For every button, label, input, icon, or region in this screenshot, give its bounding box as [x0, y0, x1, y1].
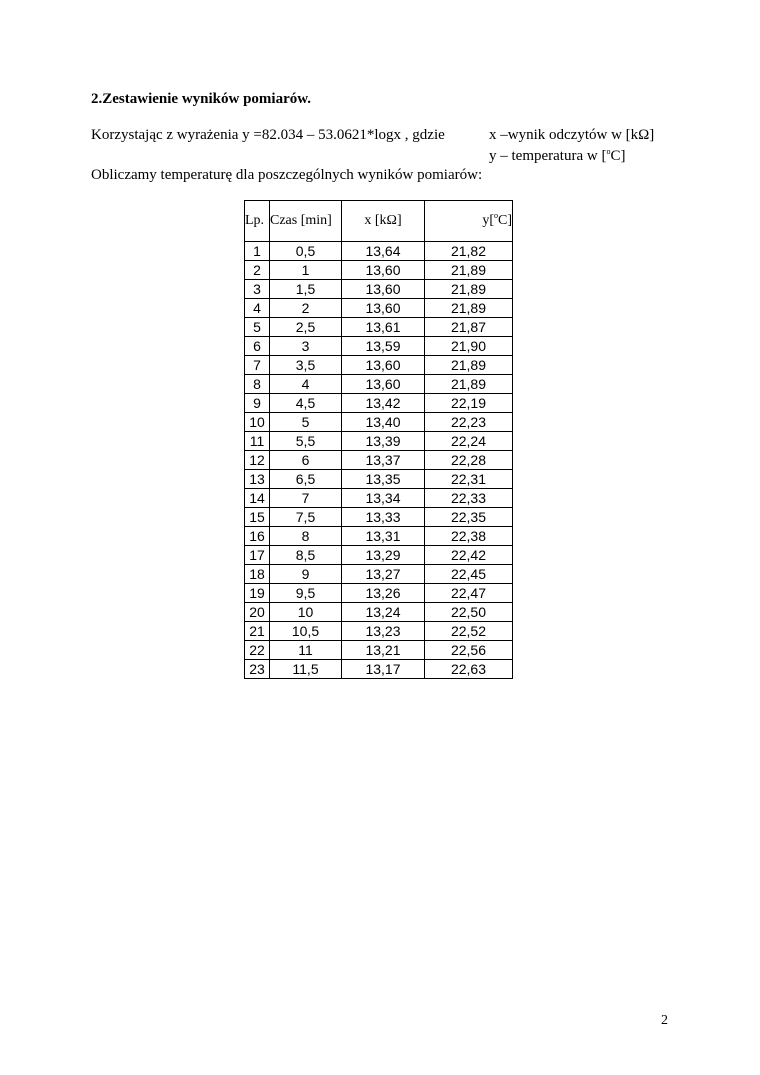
- cell-y: 22,42: [425, 546, 513, 565]
- table-row: [245, 413, 513, 432]
- cell-y: 21,82: [425, 242, 513, 261]
- cell-y: 22,45: [425, 565, 513, 584]
- cell-x: 13,60: [342, 280, 425, 299]
- page-number: 2: [661, 1013, 668, 1028]
- cell-lp: 21: [245, 622, 270, 641]
- cell-time: 11,5: [270, 660, 342, 679]
- cell-x: 13,40: [342, 413, 425, 432]
- cell-time: 4,5: [270, 394, 342, 413]
- cell-time: 9,5: [270, 584, 342, 603]
- header-y-prefix: y[: [482, 213, 494, 228]
- cell-y: 22,52: [425, 622, 513, 641]
- cell-lp: 20: [245, 603, 270, 622]
- header-y: [425, 201, 513, 242]
- cell-lp: 17: [245, 546, 270, 565]
- cell-lp: 15: [245, 508, 270, 527]
- cell-x: 13,61: [342, 318, 425, 337]
- cell-lp: 4: [245, 299, 270, 318]
- table-row: [245, 641, 513, 660]
- header-time: Czas [min]: [270, 201, 342, 242]
- table-row: [245, 660, 513, 679]
- cell-x: 13,27: [342, 565, 425, 584]
- cell-x: 13,34: [342, 489, 425, 508]
- cell-x: 13,59: [342, 337, 425, 356]
- table-row: [245, 318, 513, 337]
- cell-lp: 6: [245, 337, 270, 356]
- cell-time: 11: [270, 641, 342, 660]
- table-row: [245, 470, 513, 489]
- table-header-row: [245, 201, 513, 242]
- cell-y: 21,87: [425, 318, 513, 337]
- cell-y: 22,19: [425, 394, 513, 413]
- cell-x: 13,24: [342, 603, 425, 622]
- cell-x: 13,33: [342, 508, 425, 527]
- header-lp: Lp.: [245, 201, 270, 242]
- table-row: [245, 508, 513, 527]
- cell-lp: 16: [245, 527, 270, 546]
- cell-lp: 23: [245, 660, 270, 679]
- cell-lp: 8: [245, 375, 270, 394]
- degree-symbol: o: [606, 147, 611, 156]
- header-y-suffix: C]: [498, 213, 512, 228]
- table-row: [245, 261, 513, 280]
- cell-lp: 13: [245, 470, 270, 489]
- table-body: [245, 242, 513, 679]
- cell-x: 13,60: [342, 299, 425, 318]
- cell-time: 3,5: [270, 356, 342, 375]
- table-row: [245, 356, 513, 375]
- table-row: [245, 375, 513, 394]
- cell-y: 22,38: [425, 527, 513, 546]
- definition-y: [489, 148, 625, 165]
- cell-y: 21,89: [425, 375, 513, 394]
- definition-y-suffix: C]: [610, 148, 626, 164]
- cell-x: 13,60: [342, 356, 425, 375]
- cell-time: 7: [270, 489, 342, 508]
- table-row: [245, 489, 513, 508]
- table-row: [245, 432, 513, 451]
- cell-time: 7,5: [270, 508, 342, 527]
- cell-x: 13,29: [342, 546, 425, 565]
- formula-paragraph: Korzystając z wyrażenia y =82.034 – 53.0621*logx , gdzie: [91, 127, 445, 143]
- cell-y: 22,63: [425, 660, 513, 679]
- cell-lp: 5: [245, 318, 270, 337]
- cell-y: 21,89: [425, 356, 513, 375]
- cell-lp: 1: [245, 242, 270, 261]
- table-row: [245, 242, 513, 261]
- cell-x: 13,60: [342, 375, 425, 394]
- cell-lp: 19: [245, 584, 270, 603]
- cell-y: 22,47: [425, 584, 513, 603]
- cell-x: 13,37: [342, 451, 425, 470]
- cell-time: 5: [270, 413, 342, 432]
- table-row: [245, 622, 513, 641]
- cell-time: 10,5: [270, 622, 342, 641]
- cell-lp: 18: [245, 565, 270, 584]
- cell-time: 2,5: [270, 318, 342, 337]
- cell-y: 21,89: [425, 280, 513, 299]
- cell-x: 13,31: [342, 527, 425, 546]
- cell-lp: 10: [245, 413, 270, 432]
- header-degree-symbol: o: [494, 211, 498, 220]
- cell-x: 13,21: [342, 641, 425, 660]
- cell-x: 13,35: [342, 470, 425, 489]
- cell-time: 10: [270, 603, 342, 622]
- cell-time: 9: [270, 565, 342, 584]
- definition-x: x –wynik odczytów w [kΩ]: [489, 127, 655, 143]
- cell-time: 8,5: [270, 546, 342, 565]
- cell-lp: 14: [245, 489, 270, 508]
- cell-y: 21,89: [425, 261, 513, 280]
- cell-y: 22,35: [425, 508, 513, 527]
- cell-y: 22,23: [425, 413, 513, 432]
- cell-lp: 7: [245, 356, 270, 375]
- intro-paragraph: Obliczamy temperaturę dla poszczególnych wyników pomiarów:: [91, 167, 483, 183]
- cell-x: 13,64: [342, 242, 425, 261]
- cell-time: 3: [270, 337, 342, 356]
- cell-y: 22,24: [425, 432, 513, 451]
- cell-x: 13,26: [342, 584, 425, 603]
- cell-lp: 2: [245, 261, 270, 280]
- definition-y-prefix: y – temperatura w [: [489, 148, 607, 164]
- cell-lp: 22: [245, 641, 270, 660]
- cell-y: 22,31: [425, 470, 513, 489]
- cell-time: 6,5: [270, 470, 342, 489]
- table-row: [245, 603, 513, 622]
- table-row: [245, 565, 513, 584]
- cell-lp: 12: [245, 451, 270, 470]
- table-row: [245, 280, 513, 299]
- cell-time: 1: [270, 261, 342, 280]
- cell-x: 13,60: [342, 261, 425, 280]
- cell-x: 13,17: [342, 660, 425, 679]
- cell-time: 4: [270, 375, 342, 394]
- cell-time: 0,5: [270, 242, 342, 261]
- cell-lp: 9: [245, 394, 270, 413]
- table-row: [245, 337, 513, 356]
- cell-y: 22,56: [425, 641, 513, 660]
- results-table: [244, 200, 513, 679]
- cell-time: 1,5: [270, 280, 342, 299]
- table-row: [245, 584, 513, 603]
- cell-y: 21,90: [425, 337, 513, 356]
- cell-x: 13,39: [342, 432, 425, 451]
- cell-time: 2: [270, 299, 342, 318]
- header-x: x [kΩ]: [342, 201, 425, 242]
- table-row: [245, 394, 513, 413]
- cell-y: 22,28: [425, 451, 513, 470]
- cell-lp: 3: [245, 280, 270, 299]
- table-row: [245, 527, 513, 546]
- cell-y: 22,33: [425, 489, 513, 508]
- cell-x: 13,23: [342, 622, 425, 641]
- cell-time: 6: [270, 451, 342, 470]
- cell-y: 22,50: [425, 603, 513, 622]
- section-heading: 2.Zestawienie wyników pomiarów.: [91, 91, 312, 107]
- table-row: [245, 299, 513, 318]
- cell-time: 5,5: [270, 432, 342, 451]
- cell-x: 13,42: [342, 394, 425, 413]
- cell-time: 8: [270, 527, 342, 546]
- table-row: [245, 451, 513, 470]
- cell-lp: 11: [245, 432, 270, 451]
- cell-y: 21,89: [425, 299, 513, 318]
- table-row: [245, 546, 513, 565]
